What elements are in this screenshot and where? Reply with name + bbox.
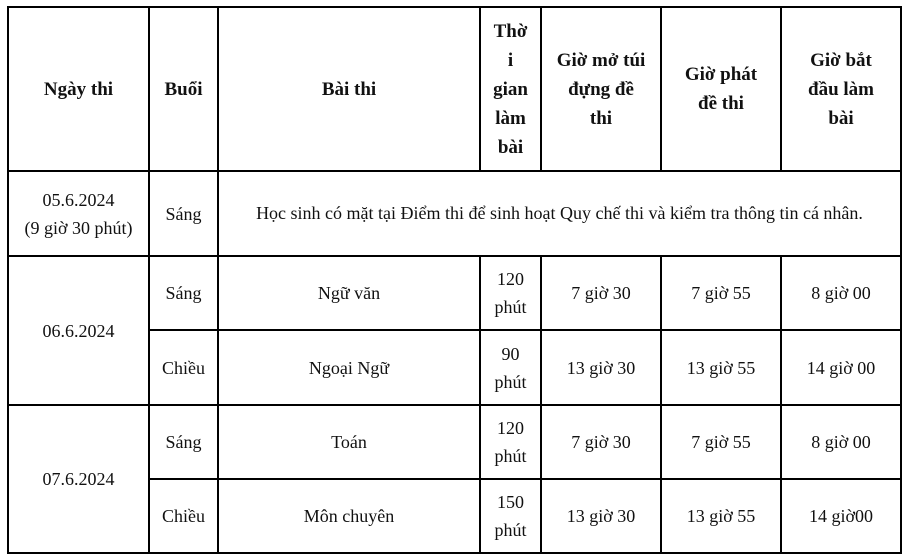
header-open-bag-time: Giờ mở túi đựng đề thi — [541, 7, 661, 171]
distribute-time-cell: 13 giờ 55 — [661, 330, 781, 405]
exam-date-cell: 06.6.2024 — [8, 256, 149, 405]
session-cell: Sáng — [149, 256, 218, 330]
header-session: Buổi — [149, 7, 218, 171]
duration-cell: 120 phút — [480, 256, 541, 330]
exam-schedule-table — [7, 6, 902, 554]
header-duration: Thờ i gian làm bài — [480, 7, 541, 171]
exam-date-cell: 05.6.2024 (9 giờ 30 phút) — [8, 171, 149, 256]
header-subject: Bài thi — [218, 7, 480, 171]
start-time-cell: 14 giờ 00 — [781, 330, 901, 405]
start-time-cell: 14 giờ00 — [781, 479, 901, 553]
subject-cell: Ngoại Ngữ — [218, 330, 480, 405]
open-bag-time-cell: 7 giờ 30 — [541, 405, 661, 479]
session-cell: Chiều — [149, 479, 218, 553]
header-row — [8, 7, 901, 171]
header-start-time: Giờ bắt đầu làm bài — [781, 7, 901, 171]
duration-cell: 90 phút — [480, 330, 541, 405]
table-row — [8, 171, 901, 256]
subject-cell: Môn chuyên — [218, 479, 480, 553]
table-row — [8, 405, 901, 479]
duration-cell: 120 phút — [480, 405, 541, 479]
session-cell: Sáng — [149, 171, 218, 256]
distribute-time-cell: 7 giờ 55 — [661, 405, 781, 479]
header-exam-date: Ngày thi — [8, 7, 149, 171]
open-bag-time-cell: 13 giờ 30 — [541, 330, 661, 405]
start-time-cell: 8 giờ 00 — [781, 405, 901, 479]
table-row — [8, 256, 901, 330]
start-time-cell: 8 giờ 00 — [781, 256, 901, 330]
header-distribute-time: Giờ phát đề thi — [661, 7, 781, 171]
orientation-note: Học sinh có mặt tại Điểm thi để sinh hoạt Quy chế thi và kiểm tra thông tin cá nhân. — [218, 171, 901, 256]
session-cell: Chiều — [149, 330, 218, 405]
open-bag-time-cell: 7 giờ 30 — [541, 256, 661, 330]
open-bag-time-cell: 13 giờ 30 — [541, 479, 661, 553]
subject-cell: Ngữ văn — [218, 256, 480, 330]
distribute-time-cell: 7 giờ 55 — [661, 256, 781, 330]
session-cell: Sáng — [149, 405, 218, 479]
duration-cell: 150 phút — [480, 479, 541, 553]
subject-cell: Toán — [218, 405, 480, 479]
distribute-time-cell: 13 giờ 55 — [661, 479, 781, 553]
exam-date-cell: 07.6.2024 — [8, 405, 149, 553]
